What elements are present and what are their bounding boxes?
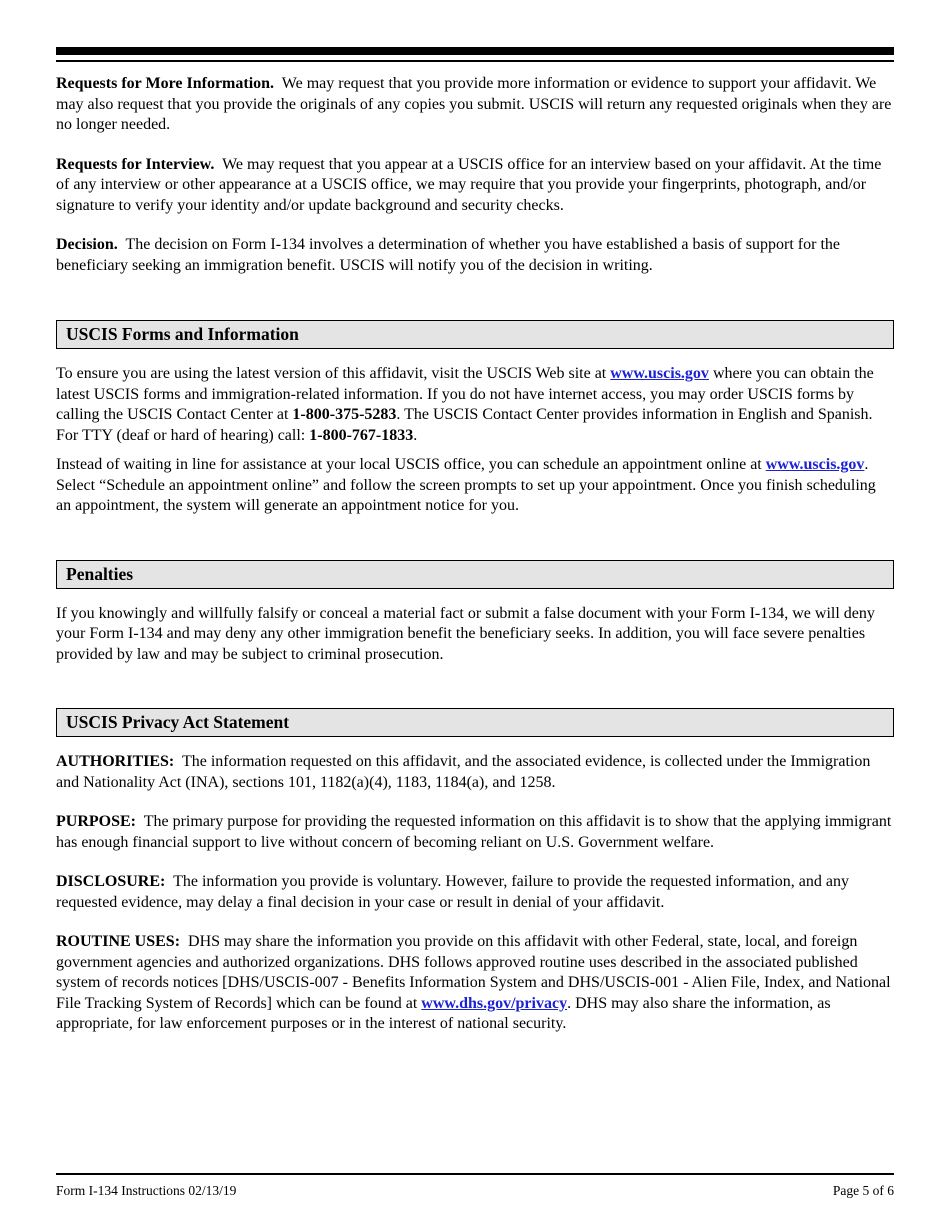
- interview-heading: Requests for Interview.: [56, 155, 215, 173]
- penalties-paragraph: If you knowingly and willfully falsify or conceal a material fact or submit a false document with your Form I-134, we will deny your Form I-134 and may deny any other immigration benefit the beneficiary seeks. In addition, you will face severe penalties provided by law and may be subject to criminal prosecution.: [56, 604, 875, 663]
- decision-text: The decision on Form I-134 involves a determination of whether you have established a basis of support for the beneficiary seeking an immigration benefit. USCIS will notify you of the decision in writing.: [56, 236, 840, 274]
- contact-center-phone: 1-800-375-5283: [292, 406, 397, 423]
- forms-p2-text-b: . Select “Schedule an appointment online” and follow the screen prompts to set up your appointment. Once you finish scheduling an appointment, the system will generate an appointment notice for you.: [56, 456, 876, 514]
- header-rule-thick: [56, 47, 894, 55]
- authorities-text: The information requested on this affidavit, and the associated evidence, is collected under the Immigration and Nationality Act (INA), sections 101, 1182(a)(4), 1183, 1184(a), and 1258.: [56, 753, 871, 791]
- routine-uses-paragraph: [56, 932, 894, 1035]
- header-rule-thin: [56, 60, 894, 62]
- forms-p1-text-b: where you can obtain the latest USCIS forms and immigration-related information. If you do not have internet access, you may order USCIS forms by calling the USCIS Contact Center at: [56, 365, 874, 423]
- more-info-paragraph: [56, 74, 894, 136]
- forms-p1-text-c: . The USCIS Contact Center provides information in English and Spanish. For TTY (deaf or hard of hearing) call:: [56, 406, 873, 444]
- decision-heading: Decision.: [56, 236, 118, 253]
- forms-paragraph-1: [56, 364, 894, 446]
- routine-uses-text-a: DHS may share the information you provide on this affidavit with other Federal, state, local, and foreign government agencies and authorized organizations. DHS follows approved routine uses described in the associated published system of records notices [DHS/USCIS-007 - Benefits Information System and DHS/USCIS-001 - Alien File, Index, and National File Tracking System of Records] which can be found at: [56, 933, 891, 1012]
- purpose-paragraph: [56, 812, 894, 853]
- footer-rule: [56, 1173, 894, 1175]
- interview-paragraph: [56, 155, 894, 217]
- purpose-text: The primary purpose for providing the requested information on this affidavit is to show that the applying immigrant has enough financial support to live without concern of becoming reliant on U.S. Government welfare.: [56, 813, 892, 851]
- interview-text: We may request that you appear at a USCIS office for an interview based on your affidavit. At the time of any interview or other appearance at a USCIS office, we may require that you provide your fingerprints, photograph, and/or signature to verify your identity and/or update background and security checks.: [56, 155, 882, 214]
- uscis-appointment-link[interactable]: www.uscis.gov: [765, 456, 865, 473]
- disclosure-label: DISCLOSURE:: [56, 873, 166, 890]
- routine-uses-label: ROUTINE USES:: [56, 933, 181, 950]
- penalties-section-header: Penalties: [56, 560, 894, 589]
- uscis-website-link[interactable]: www.uscis.gov: [610, 365, 709, 382]
- decision-paragraph: [56, 235, 894, 276]
- routine-uses-text-b: . DHS may also share the information, as appropriate, for law enforcement purposes or in the interest of national security.: [56, 994, 831, 1032]
- purpose-label: PURPOSE:: [56, 813, 136, 830]
- footer-form-id: Form I-134 Instructions 02/13/19: [56, 1183, 237, 1198]
- footer-page-number: Page 5 of 6: [832, 1183, 894, 1198]
- forms-p1-text-d: .: [413, 426, 418, 444]
- tty-phone: 1-800-767-1833: [309, 426, 414, 444]
- page-content: [56, 74, 894, 1035]
- dhs-privacy-link[interactable]: www.dhs.gov/privacy: [421, 994, 568, 1012]
- more-info-heading: Requests for More Information.: [56, 75, 275, 92]
- forms-p1-text-a: To ensure you are using the latest version of this affidavit, visit the USCIS Web site at: [56, 365, 611, 382]
- disclosure-text: The information you provide is voluntary. However, failure to provide the requested information, and any requested evidence, may delay a final decision in your case or result in denial of your affidavit.: [56, 873, 849, 911]
- forms-p2-text-a: Instead of waiting in line for assistance at your local USCIS office, you can schedule an appointment online at: [56, 456, 766, 473]
- privacy-section-header: USCIS Privacy Act Statement: [56, 708, 894, 737]
- authorities-label: AUTHORITIES:: [56, 753, 175, 770]
- more-info-text: We may request that you provide more information or evidence to support your affidavit. We may also request that you provide the originals of any copies you submit. USCIS will return any requested originals when they are no longer needed.: [56, 75, 892, 133]
- forms-section-header: USCIS Forms and Information: [56, 320, 894, 349]
- disclosure-paragraph: [56, 872, 894, 913]
- authorities-paragraph: [56, 752, 894, 793]
- forms-paragraph-2: [56, 455, 894, 517]
